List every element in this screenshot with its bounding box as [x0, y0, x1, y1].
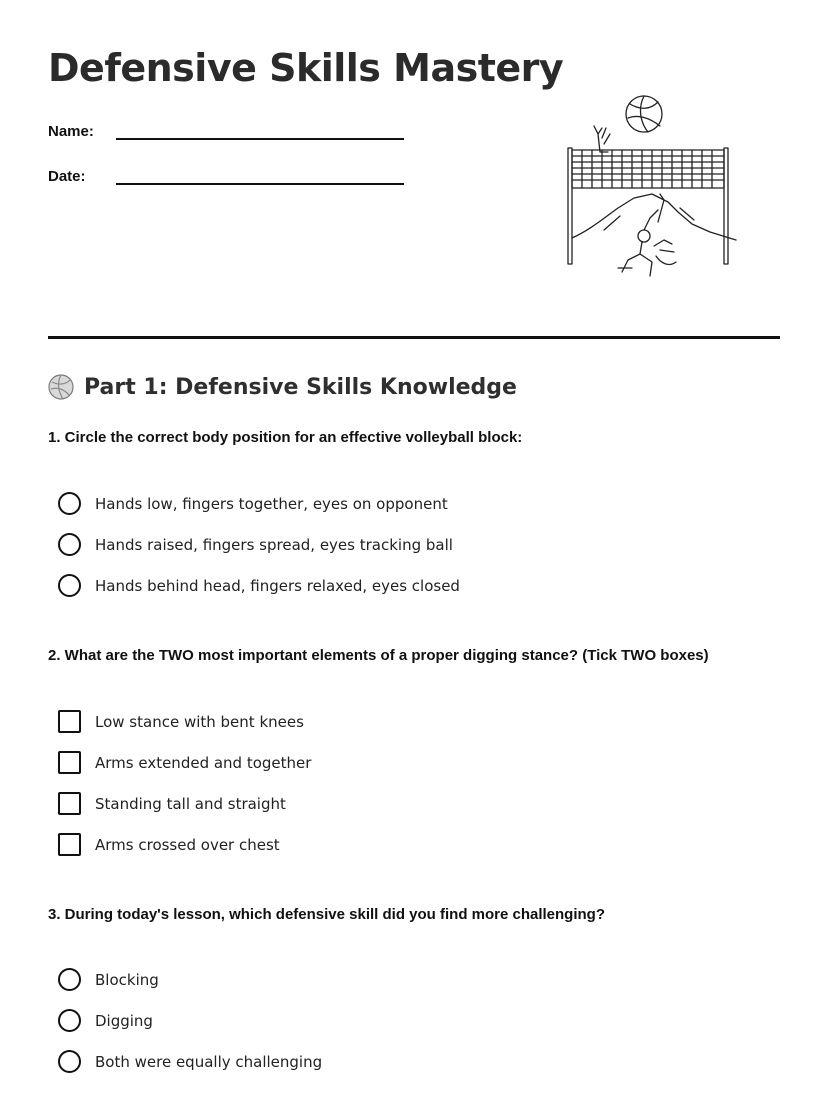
q1-option-3[interactable] [58, 574, 460, 597]
option-label: Hands low, fingers together, eyes on opponent [95, 494, 448, 513]
option-label: Standing tall and straight [95, 794, 286, 813]
part1-heading [48, 374, 517, 400]
question-3: 3. During today's lesson, which defensive skill did you find more challenging? [48, 906, 605, 923]
radio-circle[interactable] [58, 1050, 81, 1073]
checkbox-box[interactable] [58, 833, 81, 856]
name-label: Name: [48, 123, 94, 140]
radio-circle[interactable] [58, 533, 81, 556]
radio-circle[interactable] [58, 1009, 81, 1032]
date-label: Date: [48, 168, 86, 185]
question-2: 2. What are the TWO most important elements of a proper digging stance? (Tick TWO boxes) [48, 647, 709, 664]
option-label: Digging [95, 1011, 153, 1030]
q1-option-2[interactable] [58, 533, 453, 556]
name-input-line[interactable] [116, 118, 404, 140]
option-label: Both were equally challenging [95, 1052, 323, 1071]
checkbox-box[interactable] [58, 751, 81, 774]
option-label: Blocking [95, 970, 159, 989]
q3-option-1[interactable] [58, 968, 159, 991]
volleyball-icon [48, 374, 74, 400]
part1-heading-text: Part 1: Defensive Skills Knowledge [84, 374, 517, 400]
radio-circle[interactable] [58, 968, 81, 991]
option-label: Hands raised, fingers spread, eyes tracking ball [95, 535, 453, 554]
q2-option-2[interactable] [58, 751, 311, 774]
checkbox-box[interactable] [58, 792, 81, 815]
radio-circle[interactable] [58, 574, 81, 597]
date-field [48, 163, 404, 185]
volleyball-net-drawing-icon [560, 90, 740, 280]
date-input-line[interactable] [116, 163, 404, 185]
option-label: Low stance with bent knees [95, 712, 304, 731]
radio-circle[interactable] [58, 492, 81, 515]
q1-option-1[interactable] [58, 492, 448, 515]
checkbox-box[interactable] [58, 710, 81, 733]
section-divider [48, 336, 780, 339]
q2-option-4[interactable] [58, 833, 280, 856]
q2-option-3[interactable] [58, 792, 286, 815]
name-field [48, 118, 404, 140]
option-label: Hands behind head, fingers relaxed, eyes closed [95, 576, 460, 595]
page-title: Defensive Skills Mastery [48, 46, 564, 90]
option-label: Arms crossed over chest [95, 835, 280, 854]
q3-option-3[interactable] [58, 1050, 322, 1073]
option-label: Arms extended and together [95, 753, 312, 772]
question-1: 1. Circle the correct body position for an effective volleyball block: [48, 429, 523, 446]
q3-option-2[interactable] [58, 1009, 153, 1032]
q2-option-1[interactable] [58, 710, 304, 733]
